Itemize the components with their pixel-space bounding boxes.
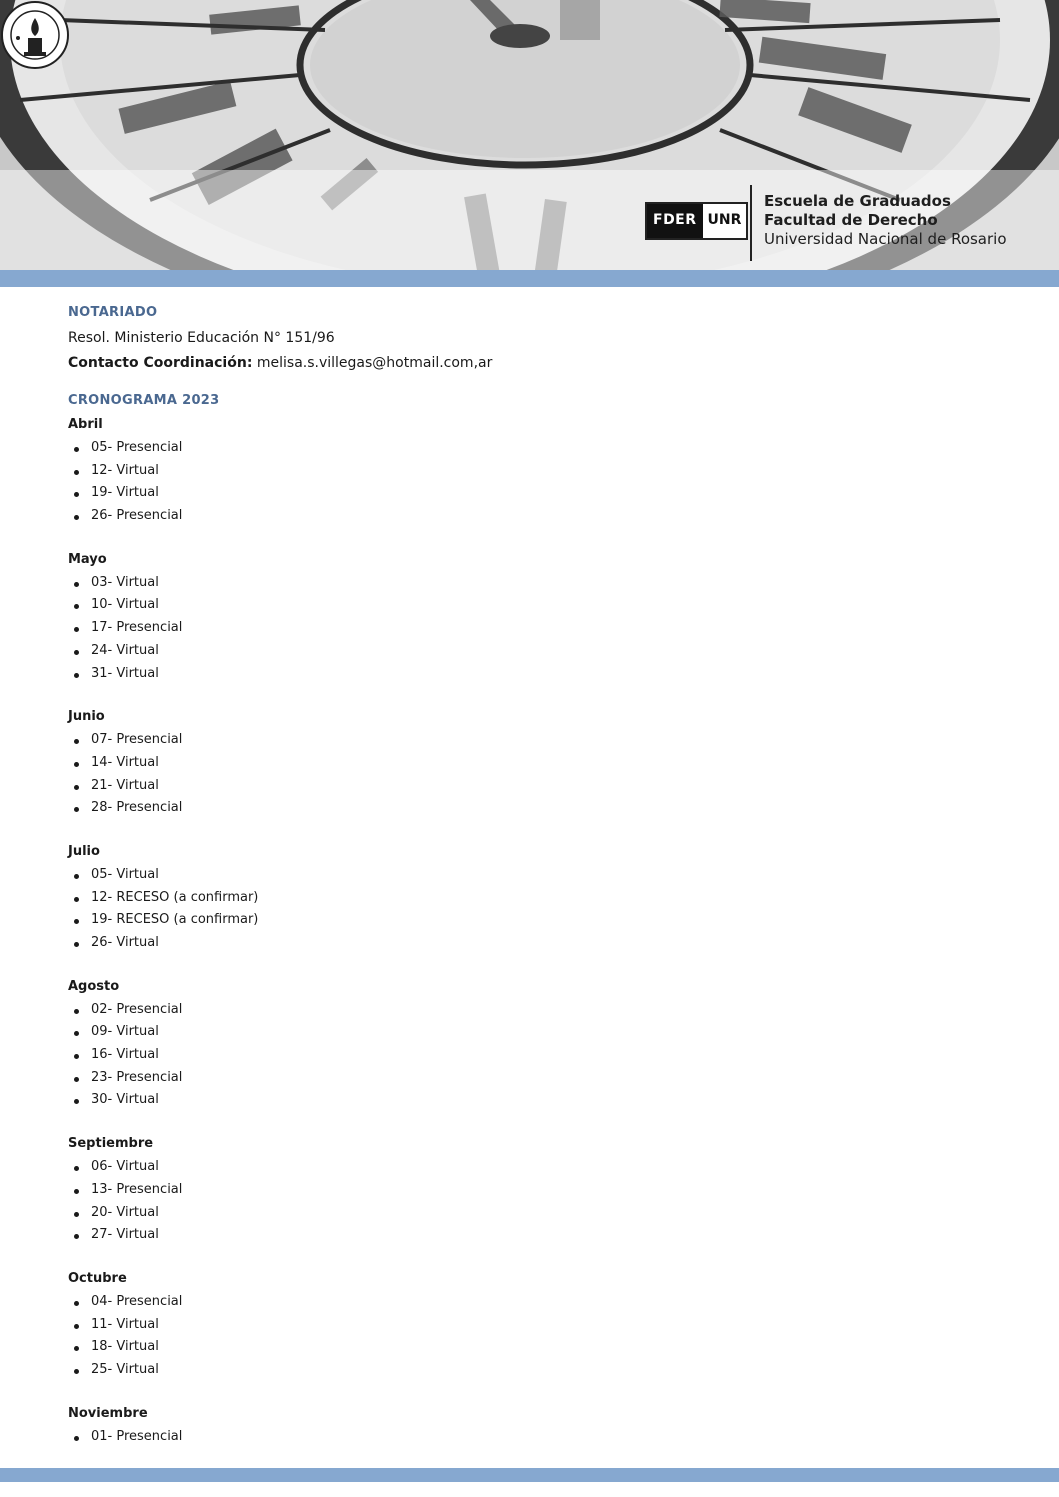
session-item: 10- Virtual [68, 594, 968, 617]
org-line-school: Escuela de Graduados [764, 192, 951, 210]
session-item: 31- Virtual [68, 663, 968, 686]
month-section [68, 415, 968, 528]
session-list [68, 1291, 968, 1382]
organization-name [764, 192, 1007, 249]
session-item: 17- Presencial [68, 617, 968, 640]
session-item: 14- Virtual [68, 752, 968, 775]
session-item: 06- Virtual [68, 1156, 968, 1179]
header-banner [0, 0, 1059, 270]
month-section [68, 1134, 968, 1247]
month-name: Julio [68, 843, 100, 859]
session-item: 27- Virtual [68, 1224, 968, 1247]
month-section [68, 977, 968, 1112]
session-item: 30- Virtual [68, 1089, 968, 1112]
fder-unr-logo [645, 202, 748, 240]
resolution-line: Resol. Ministerio Educación N° 151/96 [68, 330, 335, 346]
session-item: 09- Virtual [68, 1021, 968, 1044]
top-accent-bar [0, 270, 1059, 287]
session-list [68, 572, 968, 685]
session-item: 28- Presencial [68, 797, 968, 820]
session-item: 12- Virtual [68, 460, 968, 483]
session-item: 03- Virtual [68, 572, 968, 595]
schedule-title: CRONOGRAMA 2023 [68, 393, 220, 408]
session-list [68, 1156, 968, 1247]
session-item: 11- Virtual [68, 1314, 968, 1337]
schedule-months [68, 415, 968, 1448]
session-item: 05- Virtual [68, 864, 968, 887]
session-item: 19- Virtual [68, 482, 968, 505]
month-name: Septiembre [68, 1136, 154, 1152]
session-item: 13- Presencial [68, 1179, 968, 1202]
unr-logo-text: UNR [703, 204, 747, 238]
session-list [68, 437, 968, 528]
session-item: 18- Virtual [68, 1336, 968, 1359]
month-name: Abril [68, 417, 103, 432]
org-line-faculty: Facultad de Derecho [764, 211, 938, 229]
month-section [68, 842, 968, 955]
month-name: Mayo [68, 551, 107, 567]
session-item: 20- Virtual [68, 1202, 968, 1225]
session-item: 24- Virtual [68, 640, 968, 663]
month-name: Agosto [68, 978, 120, 994]
month-section [68, 1404, 968, 1449]
document-body [68, 305, 968, 1448]
session-item: 19- RECESO (a confirmar) [68, 909, 968, 932]
session-item: 04- Presencial [68, 1291, 968, 1314]
fder-logo-text: FDER [647, 204, 703, 238]
session-item: 26- Presencial [68, 505, 968, 528]
month-name: Junio [68, 709, 105, 725]
session-item: 21- Virtual [68, 775, 968, 798]
session-item: 23- Presencial [68, 1067, 968, 1090]
month-section [68, 1269, 968, 1382]
session-list [68, 864, 968, 955]
session-item: 12- RECESO (a confirmar) [68, 887, 968, 910]
session-item: 07- Presencial [68, 729, 968, 752]
session-list [68, 729, 968, 820]
session-list [68, 999, 968, 1112]
bottom-accent-bar [0, 1468, 1059, 1482]
session-item: 02- Presencial [68, 999, 968, 1022]
session-item: 01- Presencial [68, 1426, 968, 1449]
session-item: 26- Virtual [68, 932, 968, 955]
session-list [68, 1426, 968, 1449]
month-name: Noviembre [68, 1405, 148, 1421]
month-section [68, 550, 968, 685]
month-name: Octubre [68, 1270, 127, 1286]
session-item: 16- Virtual [68, 1044, 968, 1067]
program-title: NOTARIADO [68, 305, 158, 320]
contact-label: Contacto Coordinación: [68, 355, 253, 371]
session-item: 05- Presencial [68, 437, 968, 460]
org-line-university: Universidad Nacional de Rosario [764, 230, 1007, 248]
month-section [68, 707, 968, 820]
university-seal-icon [0, 0, 70, 70]
contact-line [68, 355, 968, 374]
session-item: 25- Virtual [68, 1359, 968, 1382]
contact-email: melisa.s.villegas@hotmail.com,ar [256, 355, 493, 371]
header-divider [750, 185, 752, 261]
